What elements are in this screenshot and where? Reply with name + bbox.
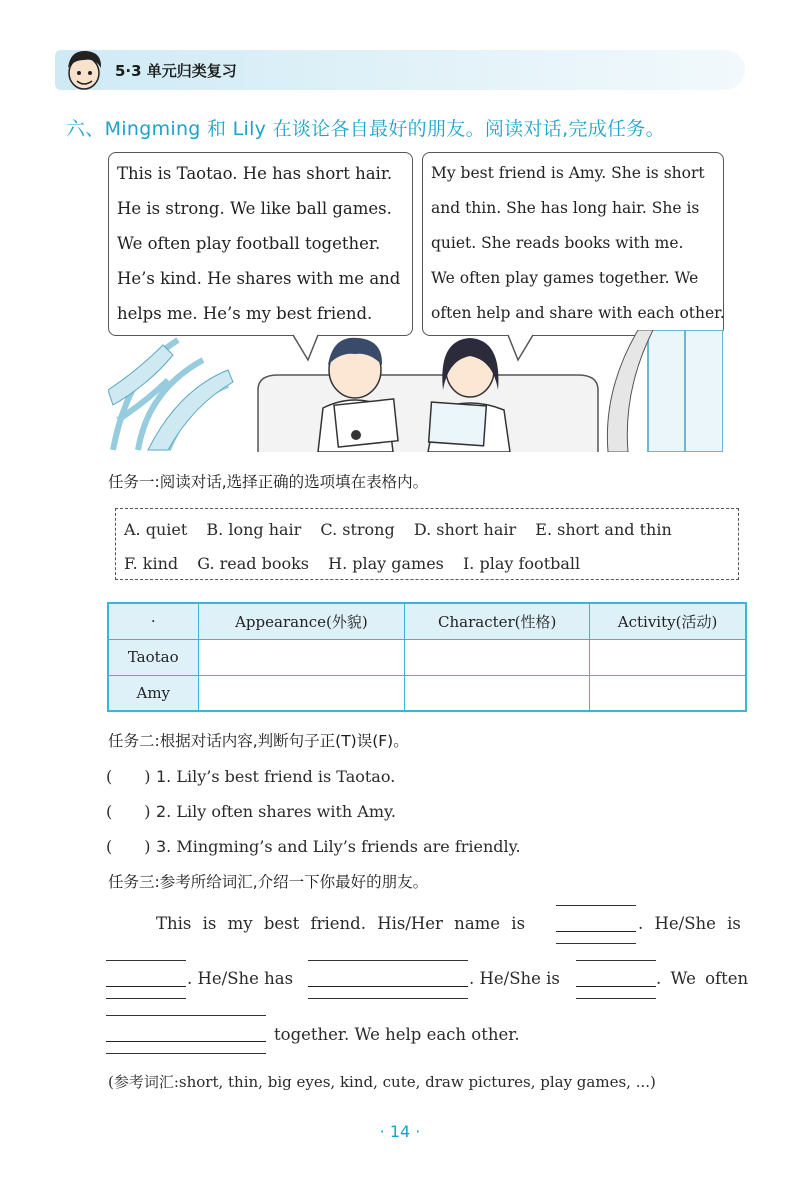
row-header-amy: Amy xyxy=(108,675,198,711)
speech-bubble-mingming xyxy=(108,152,413,336)
option-item: C. strong xyxy=(320,520,395,539)
answer-cell[interactable] xyxy=(590,639,746,675)
writing-guide-line xyxy=(106,1015,266,1016)
speech-bubble-lily xyxy=(422,152,724,336)
bubble-line: and thin. She has long hair. She is xyxy=(431,199,700,217)
writing-blank-appearance[interactable] xyxy=(106,986,186,987)
column-header-appearance: Appearance(外貌) xyxy=(198,603,405,639)
answer-paren[interactable]: ( ) xyxy=(106,802,151,821)
bubble-line: often help and share with each other. xyxy=(431,304,725,322)
bubble-line: He is strong. We like ball games. xyxy=(117,199,392,218)
option-item: H. play games xyxy=(328,554,444,573)
answer-paren[interactable]: ( ) xyxy=(106,837,151,856)
writing-guide-line xyxy=(556,905,636,906)
table-corner: · xyxy=(108,603,198,639)
writing-text: . He/She has xyxy=(187,969,294,988)
column-header-activity: Activity(活动) xyxy=(590,603,746,639)
question-text: Lily’s best friend is Taotao. xyxy=(171,767,396,786)
question-text: Mingming’s and Lily’s friends are friendly. xyxy=(171,837,521,856)
tf-question-3 xyxy=(106,834,521,857)
task1-label: 任务一:阅读对话,选择正确的选项填在表格内。 xyxy=(108,473,429,491)
bubble-line: We often play games together. We xyxy=(431,269,699,287)
writing-guide-line xyxy=(308,960,468,961)
writing-guide-line xyxy=(106,1053,266,1054)
question-number: 3. xyxy=(156,837,172,856)
table-row xyxy=(108,675,746,711)
bubble-line: helps me. He’s my best friend. xyxy=(117,304,373,323)
option-item: G. read books xyxy=(197,554,310,573)
options-row xyxy=(124,547,730,581)
writing-text: This is my best friend. His/Her name is xyxy=(156,914,526,933)
page-number: · 14 · xyxy=(379,1122,421,1141)
writing-text: . He/She is xyxy=(638,914,741,933)
row-header-taotao: Taotao xyxy=(108,639,198,675)
option-item: F. kind xyxy=(124,554,179,573)
bubble-line: This is Taotao. He has short hair. xyxy=(117,164,393,183)
writing-blank-character[interactable] xyxy=(576,986,656,987)
writing-text: . He/She is xyxy=(469,969,560,988)
writing-guide-line xyxy=(308,998,468,999)
question-text: Lily often shares with Amy. xyxy=(171,802,397,821)
answer-cell[interactable] xyxy=(590,675,746,711)
writing-guide-line xyxy=(556,943,636,944)
header-title: 5·3 单元归类复习 xyxy=(115,62,237,80)
bubble-line: My best friend is Amy. She is short xyxy=(431,164,705,182)
bubble-line: He’s kind. He shares with me and xyxy=(117,269,401,288)
option-item: D. short hair xyxy=(413,520,517,539)
bubble-line: quiet. She reads books with me. xyxy=(431,234,684,252)
writing-blank-name[interactable] xyxy=(556,931,636,932)
option-item: E. short and thin xyxy=(535,520,672,539)
bubble-line: We often play football together. xyxy=(117,234,381,253)
writing-guide-line xyxy=(576,998,656,999)
tf-question-1 xyxy=(106,764,395,787)
writing-text: . We often xyxy=(656,969,749,988)
table-header-row xyxy=(108,603,746,639)
answer-cell[interactable] xyxy=(198,639,405,675)
writing-guide-line xyxy=(106,998,186,999)
answer-paren[interactable]: ( ) xyxy=(106,767,151,786)
table-row xyxy=(108,639,746,675)
answer-table xyxy=(107,602,747,712)
option-item: I. play football xyxy=(462,554,581,573)
question-number: 2. xyxy=(156,802,172,821)
answer-cell[interactable] xyxy=(198,675,405,711)
illustration-kids-on-sofa xyxy=(108,330,723,452)
question-number: 1. xyxy=(156,767,172,786)
options-row xyxy=(124,513,730,547)
column-header-character: Character(性格) xyxy=(405,603,590,639)
answer-cell[interactable] xyxy=(405,639,590,675)
answer-cell[interactable] xyxy=(405,675,590,711)
options-box xyxy=(115,508,739,580)
mascot-icon xyxy=(62,46,106,92)
option-item: B. long hair xyxy=(206,520,302,539)
tf-question-2 xyxy=(106,799,396,822)
section-title: 六、Mingming 和 Lily 在谈论各自最好的朋友。阅读对话,完成任务。 xyxy=(66,118,665,140)
writing-guide-line xyxy=(576,960,656,961)
task2-label: 任务二:根据对话内容,判断句子正(T)误(F)。 xyxy=(108,732,409,750)
writing-text: together. We help each other. xyxy=(274,1025,520,1044)
writing-blank-has[interactable] xyxy=(308,986,468,987)
writing-guide-line xyxy=(106,960,186,961)
reference-words: (参考词汇:short, thin, big eyes, kind, cute, draw pictures, play games, ...) xyxy=(108,1073,656,1091)
writing-blank-activity[interactable] xyxy=(106,1041,266,1042)
task3-label: 任务三:参考所给词汇,介绍一下你最好的朋友。 xyxy=(108,873,429,891)
option-item: A. quiet xyxy=(124,520,188,539)
